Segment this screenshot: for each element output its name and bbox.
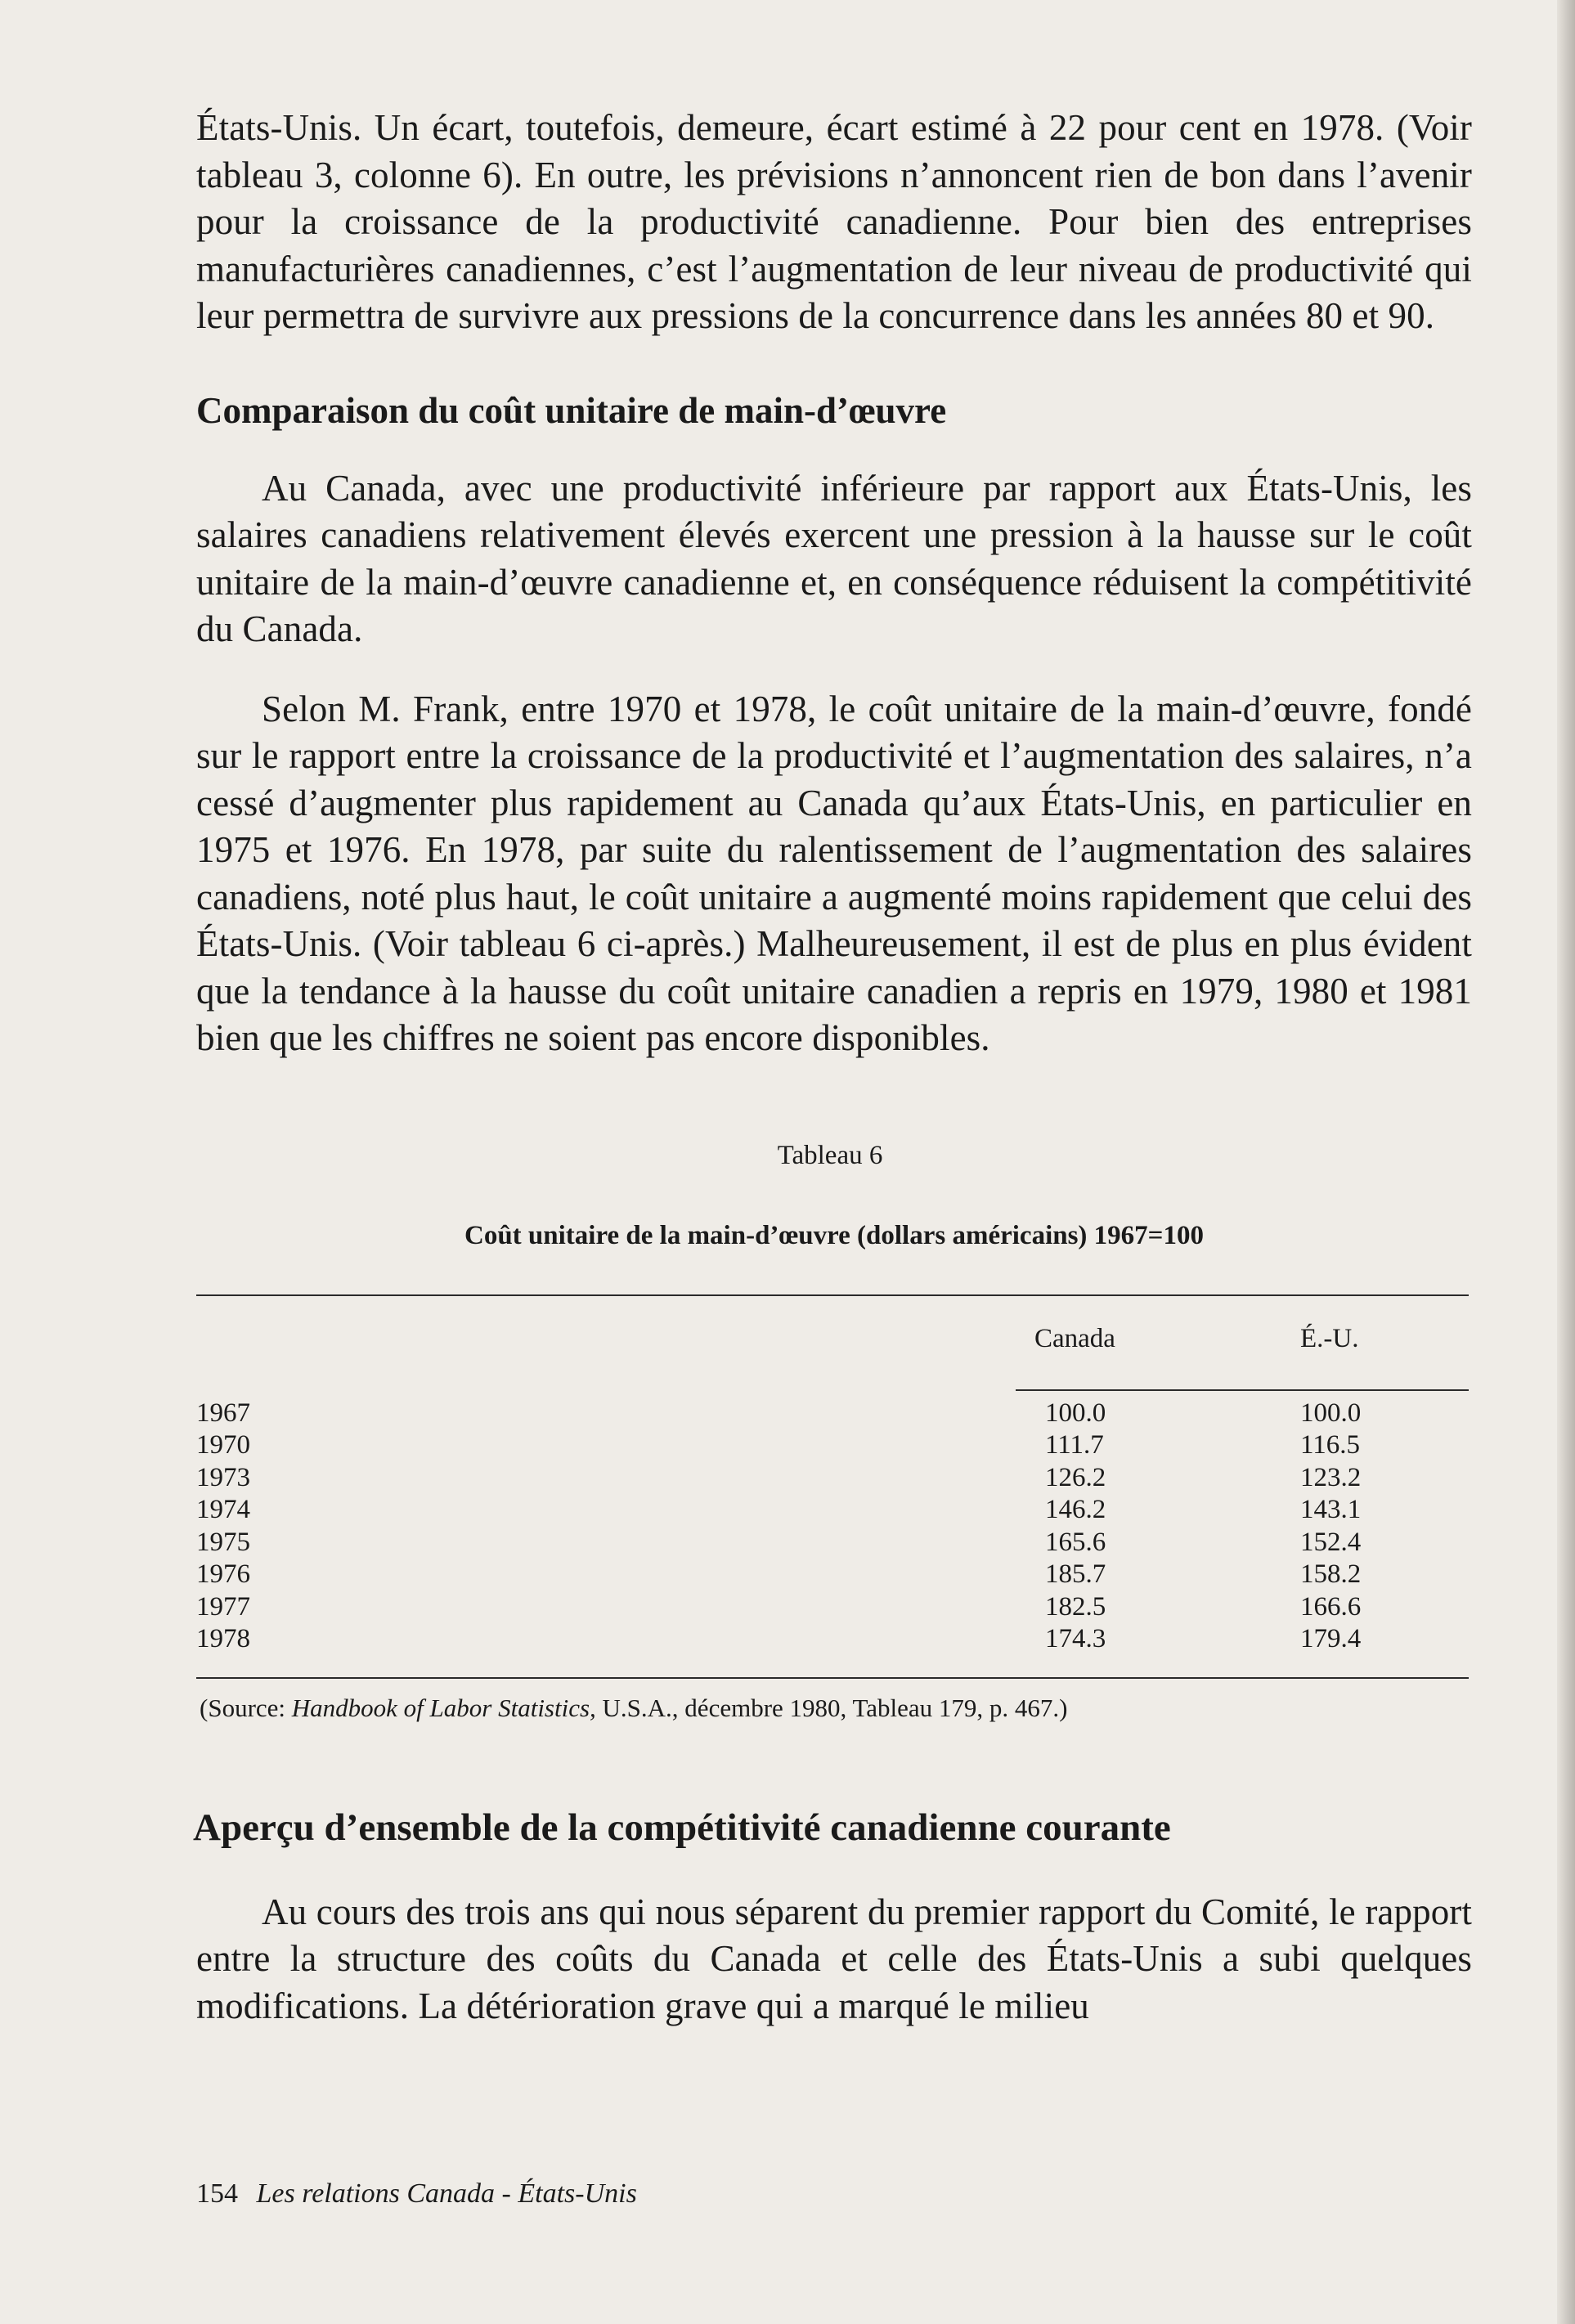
cell-year: 1978 [196,1624,250,1653]
table-row [196,1429,1472,1462]
cell-year: 1973 [196,1462,250,1492]
table-row [196,1623,1472,1656]
cell-year: 1970 [196,1430,250,1460]
cell-us: 143.1 [1300,1495,1362,1524]
table-row [196,1494,1472,1527]
table-row [196,1462,1472,1495]
source-prefix: (Source: [200,1693,292,1722]
cell-year: 1967 [196,1398,250,1428]
cell-canada: 100.0 [1045,1398,1106,1428]
cell-year: 1975 [196,1527,250,1557]
source-title: Handbook of Labor Statistics, [291,1693,596,1722]
table-header-rule [1016,1389,1469,1391]
document-page [193,105,1472,2030]
table-header-row [196,1296,1472,1355]
cell-canada: 111.7 [1045,1430,1104,1460]
cell-us: 158.2 [1300,1559,1362,1589]
cell-canada: 146.2 [1045,1495,1106,1524]
cell-us: 179.4 [1300,1624,1362,1653]
cell-canada: 174.3 [1045,1624,1106,1653]
cell-us: 152.4 [1300,1527,1362,1557]
table-body [196,1398,1472,1656]
table-row [196,1398,1472,1430]
section-heading-overview: Aperçu d’ensemble de la compétitivité canadienne courante [193,1806,1171,1849]
cell-year: 1976 [196,1559,250,1589]
section-heading-labor-cost: Comparaison du coût unitaire de main-d’œuvre [196,389,947,431]
page-footer [196,2178,637,2210]
table-row [196,1591,1472,1624]
running-title: Les relations Canada - États-Unis [256,2178,637,2209]
paragraph-1: États-Unis. Un écart, toutefois, demeure, écart estimé à 22 pour cent en 1978. (Voir tableau 3, colonne 6). En outre, les prévisions n’annoncent rien de bon dans l’avenir pour la croissance de la productivité canadienne. Pour bien des entreprises manufacturières canadiennes, c’est l’augmentation de leur niveau de productivité qui leur permettra de survivre aux pressions de la concurrence dans les années 80 et 90. [196,107,1472,336]
cell-us: 123.2 [1300,1462,1362,1492]
cell-year: 1977 [196,1591,250,1622]
column-header-us: É.-U. [1300,1323,1359,1353]
table-bottom-rule [196,1677,1469,1679]
source-rest: U.S.A., décembre 1980, Tableau 179, p. 467.) [595,1693,1068,1722]
table-row [196,1527,1472,1559]
cell-year: 1974 [196,1495,250,1524]
cell-canada: 182.5 [1045,1591,1106,1622]
cell-us: 116.5 [1300,1430,1361,1460]
cell-canada: 165.6 [1045,1527,1106,1557]
table-source [200,1692,1472,1725]
cell-us: 100.0 [1300,1398,1362,1428]
cell-canada: 185.7 [1045,1559,1106,1589]
table-row [196,1559,1472,1591]
page-number: 154 [196,2178,238,2209]
paragraph-2: Au Canada, avec une productivité inférieure par rapport aux États-Unis, les salaires canadiens relativement élevés exercent une pression à la hausse sur le coût unitaire de la main-d’œuvre canadienne et, en conséquence réduisent la compétitivité du Canada. [196,467,1472,649]
page-edge-shadow [1557,0,1575,2324]
table-title: Coût unitaire de la main-d’œuvre (dollars américains) 1967=100 [464,1220,1204,1250]
cell-canada: 126.2 [1045,1462,1106,1492]
column-header-canada: Canada [1034,1323,1115,1353]
paragraph-3: Selon M. Frank, entre 1970 et 1978, le coût unitaire de la main-d’œuvre, fondé sur le rapport entre la croissance de la productivité et l’augmentation des salaires, n’a cessé d’augmenter plus rapidement au Canada qu’aux États-Unis, en particulier en 1975 et 1976. En 1978, par suite du ralentissement de l’augmentation des salaires canadiens, noté plus haut, le coût unitaire a augmenté moins rapidement que celui des États-Unis. (Voir tableau 6 ci-après.) Malheureusement, il est de plus en plus évident que la tendance à la hausse du coût unitaire canadien a repris en 1979, 1980 et 1981 bien que les chiffres ne soient pas encore disponibles. [196,688,1472,1058]
table-6 [196,1139,1472,1725]
paragraph-4: Au cours des trois ans qui nous séparent du premier rapport du Comité, le rapport entre la structure des coûts du Canada et celle des États-Unis a subi quelques modifications. La détérioration grave qui a marqué le milieu [196,1891,1472,2026]
cell-us: 166.6 [1300,1591,1362,1622]
table-label: Tableau 6 [777,1140,883,1170]
